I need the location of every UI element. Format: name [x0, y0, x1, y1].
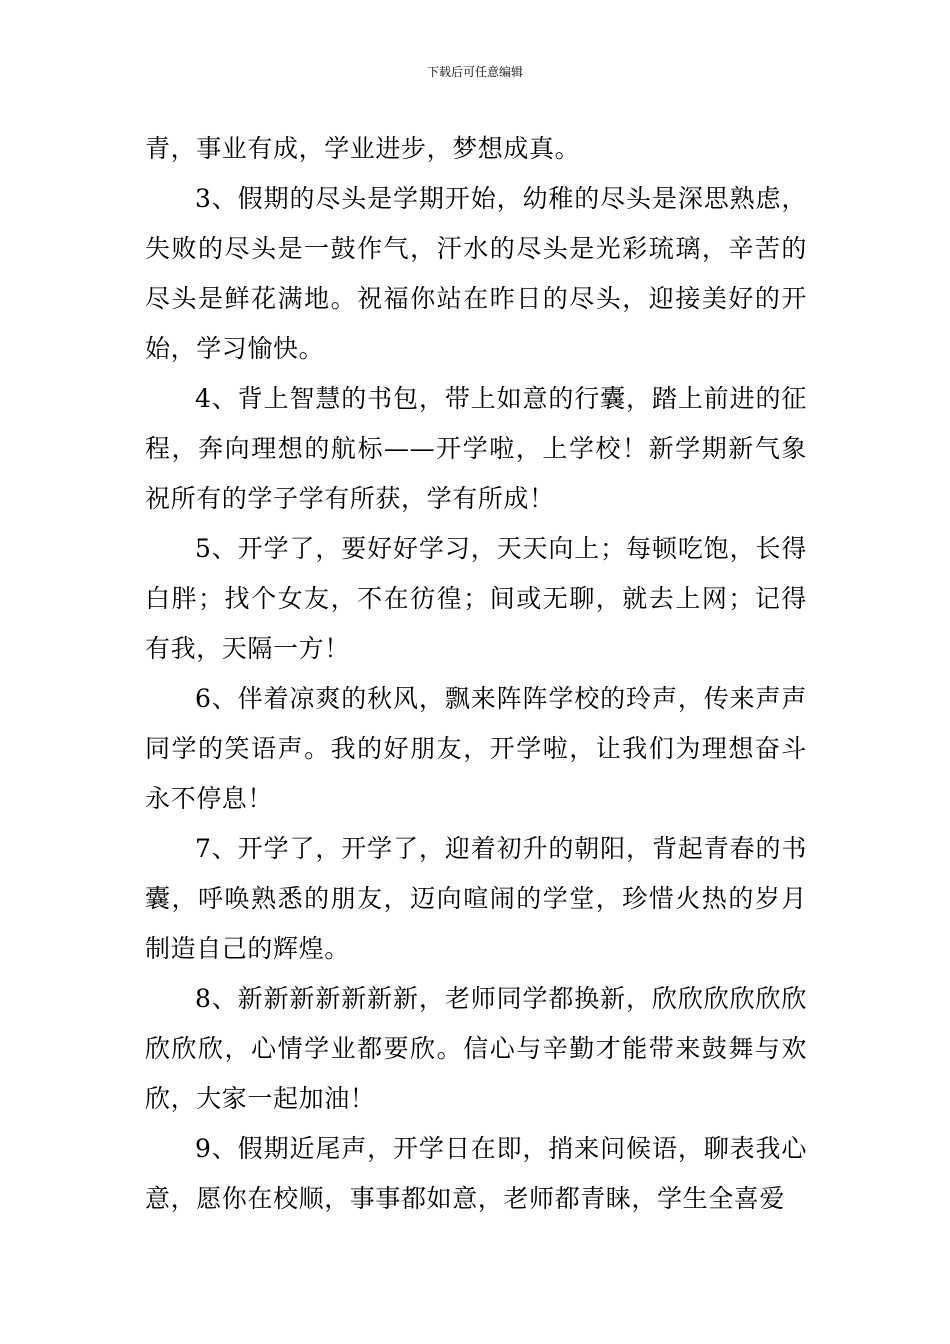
- paragraph-item-8: 8、新新新新新新新，老师同学都换新，欣欣欣欣欣欣欣欣欣，心情学业都要欣。信心与辛勤才能带来鼓舞与欢欣，大家一起加油！: [145, 984, 807, 1113]
- document-body: [145, 124, 807, 1224]
- page-header: 下载后可任意编辑: [426, 65, 523, 79]
- paragraph-item-6: 6、伴着凉爽的秋风，飘来阵阵学校的玲声，传来声声同学的笑语声。我的好朋友，开学啦，让我们为理想奋斗永不停息！: [145, 684, 807, 813]
- paragraph-item-9: 9、假期近尾声，开学日在即，捎来问候语，聊表我心意，愿你在校顺，事事都如意，老师都青睐，学生全喜爱: [145, 1134, 807, 1213]
- paragraph-continuation: 青，事业有成，学业进步，梦想成真。: [145, 134, 581, 163]
- paragraph-item-3: 3、假期的尽头是学期开始，幼稚的尽头是深思熟虑，失败的尽头是一鼓作气，汗水的尽头是光彩琉璃，辛苦的尽头是鲜花满地。祝福你站在昨日的尽头，迎接美好的开始，学习愉快。: [145, 184, 807, 363]
- paragraph-item-4: 4、背上智慧的书包，带上如意的行囊，踏上前进的征程，奔向理想的航标——开学啦，上学校！新学期新气象祝所有的学子学有所获，学有所成！: [145, 384, 807, 513]
- paragraph-item-7: 7、开学了，开学了，迎着初升的朝阳，背起青春的书囊，呼唤熟悉的朋友，迈向喧闹的学堂，珍惜火热的岁月制造自己的辉煌。: [145, 834, 807, 963]
- paragraph-item-5: 5、开学了，要好好学习，天天向上；每顿吃饱，长得白胖；找个女友，不在彷徨；间或无聊，就去上网；记得有我，天隔一方！: [145, 534, 807, 663]
